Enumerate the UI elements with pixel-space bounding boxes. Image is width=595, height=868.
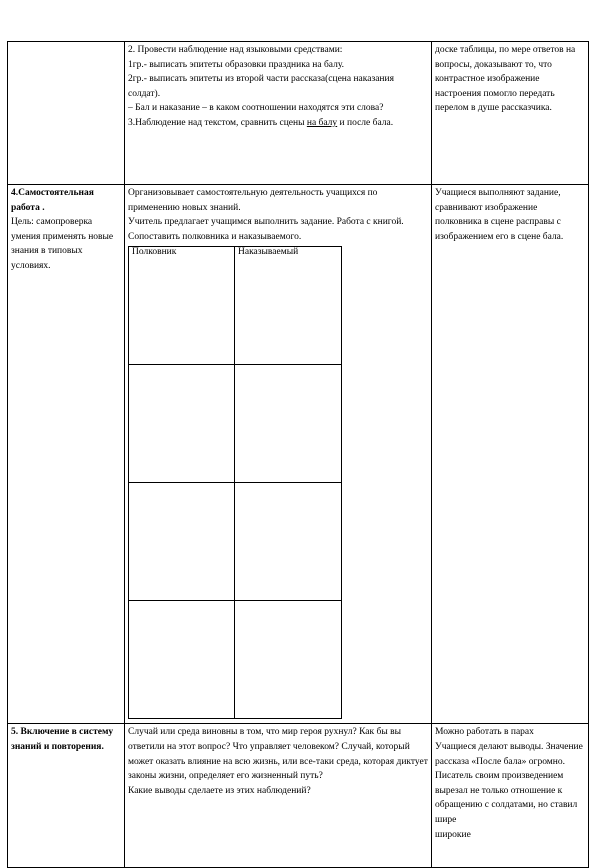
- comparison-cell[interactable]: [235, 601, 342, 719]
- activity-cell: [125, 42, 432, 185]
- activity-line: Случай или среда виновны в том, что мир героя рухнул? Как бы вы ответили на этот вопрос? Что управляет человеком? Случай, который может оказать влияние на всю жизнь, или все-таки среда, которая диктует законы жизни, определяет его жизненный путь?: [128, 727, 428, 782]
- comparison-cell[interactable]: [235, 365, 342, 483]
- students-line: широкие: [435, 829, 471, 840]
- comparison-row: [129, 601, 342, 719]
- comparison-cell[interactable]: [129, 601, 235, 719]
- stage-cell: [8, 724, 125, 868]
- comparison-cell[interactable]: [129, 365, 235, 483]
- lesson-plan-table: [7, 41, 589, 868]
- header-punished: Наказываемый: [235, 247, 342, 365]
- underlined-text: на балу: [306, 117, 338, 128]
- activity-line: Какие выводы сделаете из этих наблюдений?: [128, 785, 311, 796]
- comparison-table: [128, 246, 342, 719]
- students-line: Можно работать в парах: [435, 727, 534, 738]
- table-row: [8, 42, 589, 185]
- stage-cell: [8, 42, 125, 185]
- students-text: доске таблицы, по мере ответов на вопросы, доказывают то, что контрастное изображение настроения помогло передать перелом в душе рассказчика.: [435, 45, 576, 114]
- activity-cell: [125, 185, 432, 724]
- table-row: [8, 185, 589, 724]
- comparison-row: [129, 365, 342, 483]
- activity-line: Организовывает самостоятельную деятельность учащихся по применению новых знаний.: [128, 188, 378, 213]
- activity-line: 2гр.- выписать эпитеты из второй части рассказа(сцена наказания солдат).: [128, 74, 394, 99]
- activity-line: – Бал и наказание – в каком соотношении находятся эти слова?: [128, 103, 384, 114]
- students-cell: [432, 185, 589, 724]
- students-text: Учащиеся делают выводы. Значение рассказа «После бала» огромно. Писатель своим произведением вырезал не только отношение к обращению с солдатами, но ставил шире: [435, 741, 583, 825]
- activity-line: 1гр.- выписать эпитеты образовки праздника на балу.: [128, 59, 345, 70]
- comparison-header-row: [129, 247, 342, 365]
- stage-title: 4.Самостоятельная работа .: [11, 188, 94, 213]
- activity-text: и после бала.: [337, 117, 394, 128]
- stage-goal: Цель: самопроверка умения применять новые знания в типовых условиях.: [11, 217, 114, 271]
- header-colonel: Полковник: [129, 247, 235, 365]
- comparison-row: [129, 483, 342, 601]
- comparison-cell[interactable]: [129, 483, 235, 601]
- activity-line: 2. Провести наблюдение над языковыми средствами:: [128, 45, 343, 55]
- students-cell: [432, 42, 589, 185]
- students-text: Учащиеся выполняют задание, сравнивают изображение полковника в сцене расправы с изображением его в сцене бала.: [435, 188, 564, 242]
- activity-line: Учитель предлагает учащимся выполнить задание. Работа с книгой. Сопоставить полковника и наказываемого.: [128, 217, 404, 242]
- stage-cell: [8, 185, 125, 724]
- table-row: [8, 724, 589, 868]
- activity-cell: [125, 724, 432, 868]
- students-cell: [432, 724, 589, 868]
- stage-title: 5. Включение в систему знаний и повторения.: [11, 727, 114, 752]
- activity-text: 3.Наблюдение над текстом, сравнить сцены: [128, 117, 307, 128]
- activity-line: [128, 116, 428, 131]
- comparison-cell[interactable]: [235, 483, 342, 601]
